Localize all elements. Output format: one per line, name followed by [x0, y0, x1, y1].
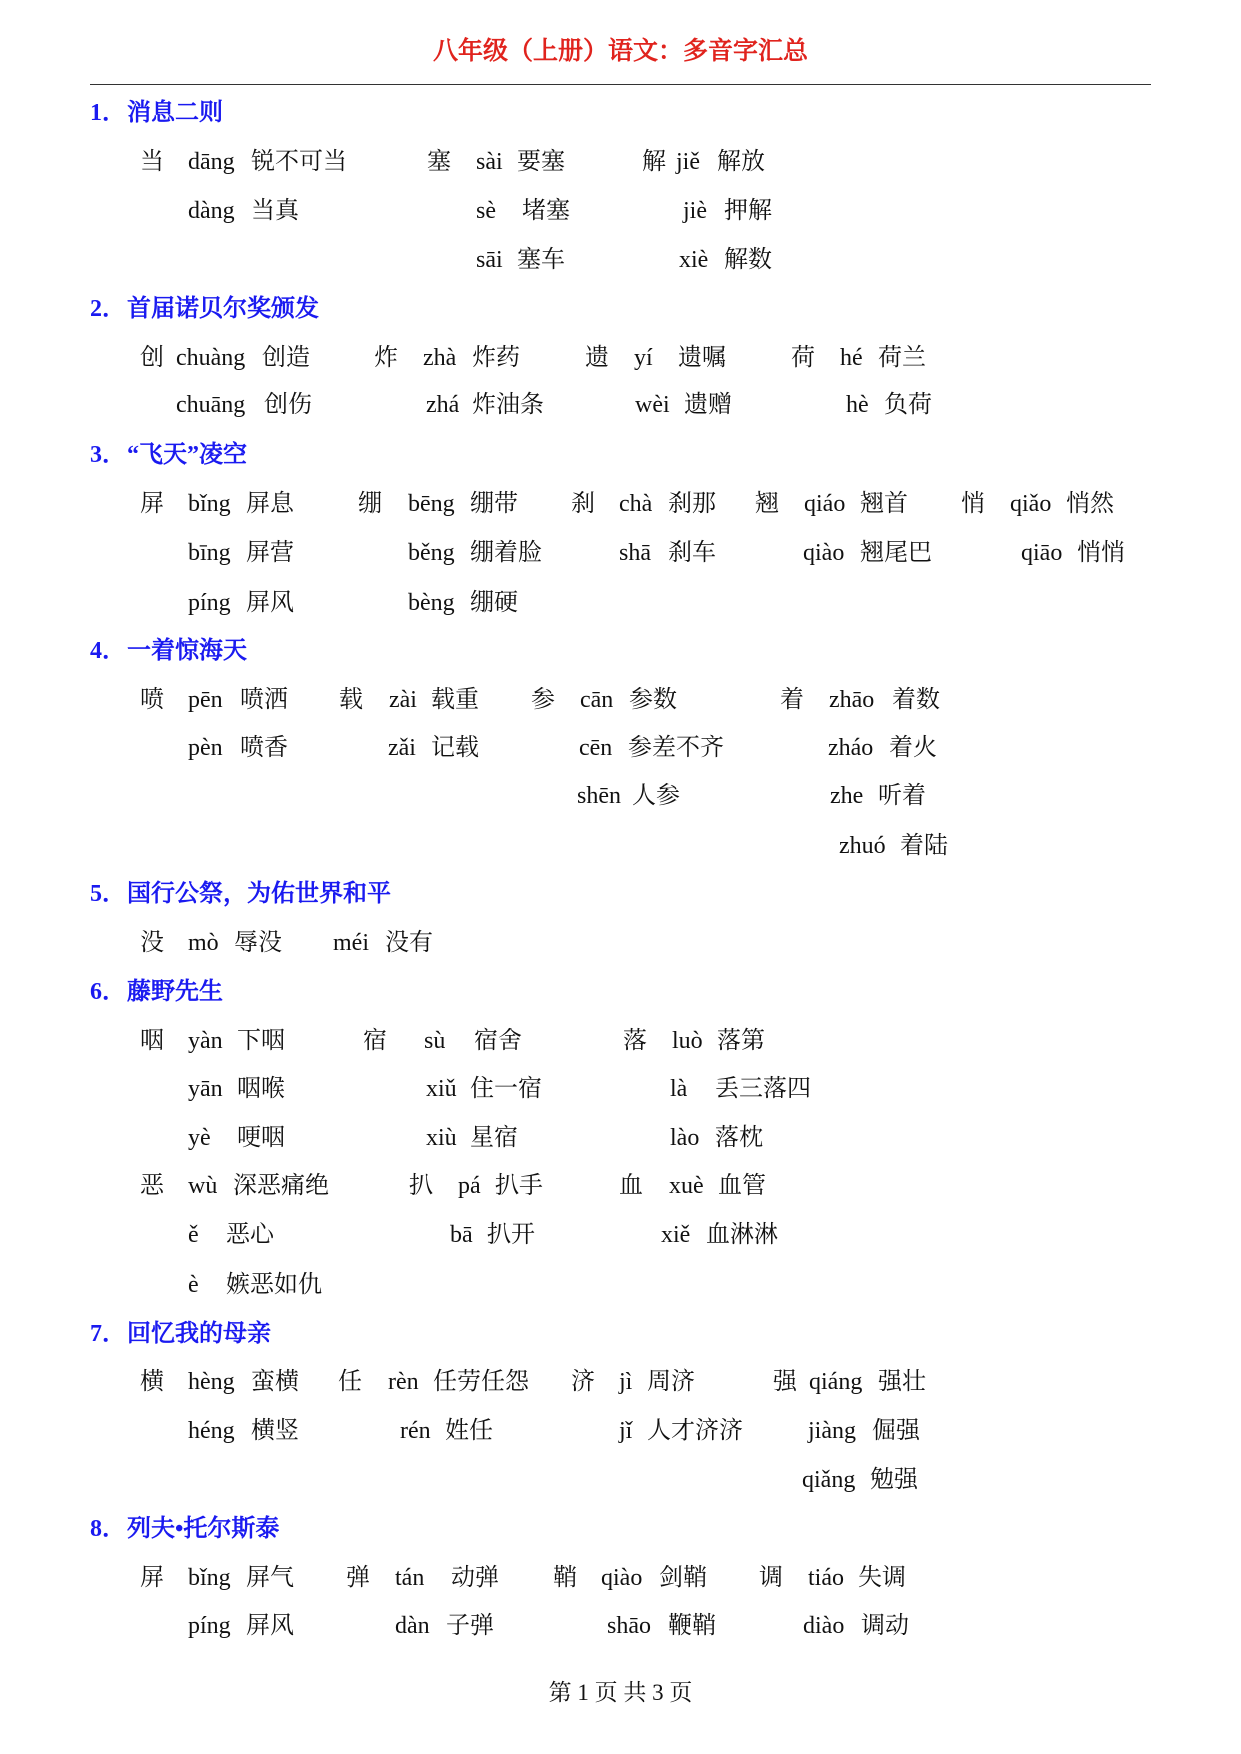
pinyin: dàn — [395, 1613, 430, 1639]
pinyin: lào — [670, 1125, 700, 1151]
example-word: 押解 — [724, 198, 772, 224]
example-word: 炸油条 — [472, 392, 544, 418]
pinyin: xiě — [661, 1222, 691, 1248]
example-word: 着陆 — [900, 833, 948, 859]
example-word: 参数 — [629, 687, 677, 713]
pinyin: dàng — [188, 198, 235, 224]
polyphone-char: 翘 — [755, 491, 779, 517]
example-word: 悄然 — [1066, 491, 1114, 517]
example-word: 翘首 — [860, 491, 908, 517]
example-word: 着数 — [892, 687, 940, 713]
pinyin: bēng — [408, 491, 455, 517]
example-word: 负荷 — [884, 392, 932, 418]
pinyin: zài — [389, 687, 417, 713]
pinyin: dāng — [188, 149, 235, 175]
section-title: 回忆我的母亲 — [127, 1321, 271, 1347]
polyphone-char: 着 — [780, 687, 804, 713]
section-heading — [0, 294, 1241, 324]
polyphone-char: 调 — [759, 1565, 783, 1591]
pinyin: qiáo — [804, 491, 846, 517]
section-number: 7． — [90, 1321, 126, 1347]
example-word: 喷洒 — [240, 687, 288, 713]
pinyin: sāi — [476, 247, 503, 273]
pinyin: rèn — [388, 1369, 419, 1395]
example-word: 剑鞘 — [659, 1565, 707, 1591]
polyphone-char: 参 — [531, 687, 555, 713]
pinyin: píng — [188, 1613, 231, 1639]
pinyin: tiáo — [808, 1565, 844, 1591]
example-word: 蛮横 — [251, 1369, 299, 1395]
example-word: 遗赠 — [684, 392, 732, 418]
section-title: 消息二则 — [127, 100, 223, 126]
section-title: 一着惊海天 — [127, 638, 247, 664]
polyphone-char: 弹 — [346, 1565, 370, 1591]
pinyin: là — [670, 1076, 688, 1102]
pinyin: běng — [408, 540, 455, 566]
pinyin: zhà — [423, 345, 457, 371]
pinyin: qiāo — [1021, 540, 1063, 566]
example-word: 咽喉 — [237, 1076, 285, 1102]
pinyin: chuàng — [176, 345, 246, 371]
pinyin: zhāo — [829, 687, 875, 713]
polyphone-char: 落 — [623, 1028, 647, 1054]
polyphone-char: 咽 — [140, 1028, 164, 1054]
pinyin: yān — [188, 1076, 223, 1102]
example-word: 屏气 — [246, 1565, 294, 1591]
pinyin: zhe — [830, 783, 864, 809]
polyphone-char: 济 — [571, 1369, 595, 1395]
polyphone-char: 载 — [339, 687, 363, 713]
pinyin: cān — [580, 687, 614, 713]
example-word: 任劳任怨 — [433, 1369, 529, 1395]
example-word: 人参 — [632, 783, 680, 809]
entry-row — [0, 831, 1241, 861]
polyphone-char: 宿 — [363, 1028, 387, 1054]
example-word: 丢三落四 — [715, 1076, 811, 1102]
pinyin: jì — [619, 1369, 633, 1395]
pinyin: jǐ — [619, 1418, 633, 1444]
pinyin: jiè — [683, 198, 707, 224]
pinyin: méi — [333, 930, 369, 956]
pinyin: diào — [803, 1613, 845, 1639]
example-word: 记载 — [431, 735, 479, 761]
example-word: 勉强 — [870, 1467, 918, 1493]
entry-row — [0, 343, 1241, 373]
entry-row — [0, 781, 1241, 811]
polyphone-char: 任 — [338, 1369, 362, 1395]
example-word: 血管 — [718, 1173, 766, 1199]
polyphone-char: 喷 — [140, 687, 164, 713]
pinyin: hé — [840, 345, 863, 371]
pinyin: mò — [188, 930, 219, 956]
pinyin: qiào — [803, 540, 845, 566]
pinyin: hè — [846, 392, 869, 418]
pinyin: zhuó — [839, 833, 886, 859]
section-title: 首届诺贝尔奖颁发 — [127, 296, 319, 322]
polyphone-char: 屏 — [140, 491, 164, 517]
example-word: 强壮 — [878, 1369, 926, 1395]
example-word: 创伤 — [264, 392, 312, 418]
example-word: 姓任 — [445, 1418, 493, 1444]
pinyin: shāo — [607, 1613, 651, 1639]
section-number: 5． — [90, 881, 126, 907]
pinyin: héng — [188, 1418, 235, 1444]
pinyin: xiù — [426, 1125, 457, 1151]
section-title: 列夫•托尔斯泰 — [127, 1516, 280, 1542]
example-word: 倔强 — [872, 1418, 920, 1444]
pinyin: è — [188, 1272, 199, 1298]
polyphone-char: 悄 — [961, 491, 985, 517]
example-word: 要塞 — [517, 149, 565, 175]
example-word: 绷着脸 — [470, 540, 542, 566]
polyphone-char: 恶 — [140, 1173, 164, 1199]
example-word: 横竖 — [251, 1418, 299, 1444]
entry-row — [0, 538, 1241, 568]
pinyin: qiáng — [809, 1369, 863, 1395]
section-heading — [0, 440, 1241, 470]
pinyin: wèi — [635, 392, 670, 418]
example-word: 落枕 — [715, 1125, 763, 1151]
entry-row — [0, 1220, 1241, 1250]
pinyin: rén — [400, 1418, 431, 1444]
example-word: 人才济济 — [647, 1418, 743, 1444]
example-word: 血淋淋 — [706, 1222, 778, 1248]
pinyin: xiè — [679, 247, 709, 273]
example-word: 塞车 — [517, 247, 565, 273]
page-title: 八年级（上册）语文：多音字汇总 — [432, 38, 808, 65]
example-word: 解数 — [724, 247, 772, 273]
polyphone-char: 当 — [140, 149, 164, 175]
example-word: 屏风 — [246, 1613, 294, 1639]
pinyin: hèng — [188, 1369, 235, 1395]
example-word: 恶心 — [226, 1222, 274, 1248]
pinyin: yè — [188, 1125, 211, 1151]
polyphone-char: 横 — [140, 1369, 164, 1395]
pinyin: píng — [188, 590, 231, 616]
pinyin: sè — [476, 198, 496, 224]
polyphone-char: 血 — [619, 1173, 643, 1199]
polyphone-char: 解 — [642, 149, 666, 175]
example-word: 扒开 — [487, 1222, 535, 1248]
pinyin: jiàng — [808, 1418, 856, 1444]
example-word: 子弹 — [446, 1613, 494, 1639]
section-number: 3． — [90, 442, 126, 468]
page-footer: 第 1 页 共 3 页 — [548, 1680, 693, 1705]
example-word: 调动 — [861, 1613, 909, 1639]
pinyin: bīng — [188, 540, 231, 566]
entry-row — [0, 1465, 1241, 1495]
section-number: 6． — [90, 979, 126, 1005]
section-heading — [0, 1514, 1241, 1544]
entry-row — [0, 1270, 1241, 1300]
example-word: 屏营 — [246, 540, 294, 566]
example-word: 解放 — [717, 149, 765, 175]
example-word: 听着 — [878, 783, 926, 809]
section-number: 4． — [90, 638, 126, 664]
example-word: 刹车 — [668, 540, 716, 566]
entry-row — [0, 1611, 1241, 1641]
example-word: 当真 — [251, 198, 299, 224]
entry-row — [0, 196, 1241, 226]
example-word: 鞭鞘 — [668, 1613, 716, 1639]
polyphone-char: 刹 — [571, 491, 595, 517]
example-word: 参差不齐 — [628, 735, 724, 761]
entry-row — [0, 588, 1241, 618]
pinyin: sù — [424, 1028, 446, 1054]
entry-row — [0, 1367, 1241, 1397]
pinyin: bèng — [408, 590, 455, 616]
entry-row — [0, 1416, 1241, 1446]
example-word: 星宿 — [470, 1125, 518, 1151]
entry-row — [0, 928, 1241, 958]
example-word: 刹那 — [668, 491, 716, 517]
entry-row — [0, 685, 1241, 715]
entry-row — [0, 733, 1241, 763]
pinyin: luò — [672, 1028, 703, 1054]
pinyin: qiào — [601, 1565, 643, 1591]
example-word: 遗嘱 — [678, 345, 726, 371]
pinyin: bǐng — [188, 1565, 231, 1591]
pinyin: pèn — [188, 735, 223, 761]
entry-row — [0, 489, 1241, 519]
example-word: 没有 — [385, 930, 433, 956]
pinyin: jiě — [676, 149, 700, 175]
section-number: 8． — [90, 1516, 126, 1542]
entry-row — [0, 390, 1241, 420]
entry-row — [0, 147, 1241, 177]
pinyin: wù — [188, 1173, 218, 1199]
example-word: 深恶痛绝 — [233, 1173, 329, 1199]
entry-row — [0, 1074, 1241, 1104]
polyphone-char: 绷 — [358, 491, 382, 517]
example-word: 扒手 — [495, 1173, 543, 1199]
example-word: 下咽 — [237, 1028, 285, 1054]
example-word: 辱没 — [234, 930, 282, 956]
section-number: 1． — [90, 100, 126, 126]
pinyin: shēn — [577, 783, 621, 809]
pinyin: bǐng — [188, 491, 231, 517]
example-word: 住一宿 — [470, 1076, 542, 1102]
title-rule — [90, 84, 1151, 85]
example-word: 落第 — [717, 1028, 765, 1054]
section-heading — [0, 879, 1241, 909]
section-heading — [0, 977, 1241, 1007]
polyphone-char: 鞘 — [553, 1565, 577, 1591]
pinyin: zháo — [828, 735, 874, 761]
entry-row — [0, 245, 1241, 275]
polyphone-char: 炸 — [374, 345, 398, 371]
pinyin: chà — [619, 491, 653, 517]
entry-row — [0, 1171, 1241, 1201]
pinyin: chuāng — [176, 392, 246, 418]
polyphone-char: 塞 — [427, 149, 451, 175]
pinyin: qiǎo — [1010, 491, 1052, 517]
entry-row — [0, 1123, 1241, 1153]
polyphone-char: 屏 — [140, 1565, 164, 1591]
pinyin: ě — [188, 1222, 199, 1248]
entry-row — [0, 1563, 1241, 1593]
example-word: 绷硬 — [470, 590, 518, 616]
example-word: 周济 — [647, 1369, 695, 1395]
example-word: 宿舍 — [474, 1028, 522, 1054]
polyphone-char: 荷 — [791, 345, 815, 371]
section-heading — [0, 636, 1241, 666]
pinyin: xuè — [669, 1173, 704, 1199]
example-word: 失调 — [858, 1565, 906, 1591]
section-title: 藤野先生 — [127, 979, 223, 1005]
pinyin: yàn — [188, 1028, 223, 1054]
pinyin: zǎi — [388, 735, 416, 761]
pinyin: qiǎng — [802, 1467, 856, 1493]
polyphone-char: 创 — [140, 345, 164, 371]
example-word: 嫉恶如仇 — [226, 1272, 322, 1298]
example-word: 绷带 — [470, 491, 518, 517]
polyphone-char: 没 — [140, 930, 164, 956]
section-heading — [0, 98, 1241, 128]
entry-row — [0, 1026, 1241, 1056]
example-word: 堵塞 — [522, 198, 570, 224]
pinyin: bā — [450, 1222, 473, 1248]
pinyin: cēn — [579, 735, 613, 761]
pinyin: sài — [476, 149, 503, 175]
pinyin: zhá — [426, 392, 460, 418]
example-word: 锐不可当 — [251, 149, 347, 175]
example-word: 着火 — [889, 735, 937, 761]
section-number: 2． — [90, 296, 126, 322]
pinyin: shā — [619, 540, 651, 566]
polyphone-char: 遗 — [585, 345, 609, 371]
section-title: “飞天”凌空 — [127, 442, 247, 468]
example-word: 悄悄 — [1077, 540, 1125, 566]
example-word: 翘尾巴 — [860, 540, 932, 566]
example-word: 创造 — [262, 345, 310, 371]
polyphone-char: 强 — [773, 1369, 797, 1395]
example-word: 屏风 — [246, 590, 294, 616]
example-word: 炸药 — [472, 345, 520, 371]
example-word: 喷香 — [240, 735, 288, 761]
polyphone-char: 扒 — [409, 1173, 433, 1199]
pinyin: pēn — [188, 687, 223, 713]
section-title: 国行公祭，为佑世界和平 — [127, 881, 391, 907]
pinyin: xiǔ — [426, 1076, 457, 1102]
example-word: 载重 — [431, 687, 479, 713]
example-word: 动弹 — [451, 1565, 499, 1591]
example-word: 屏息 — [246, 491, 294, 517]
example-word: 荷兰 — [878, 345, 926, 371]
pinyin: tán — [395, 1565, 425, 1591]
example-word: 哽咽 — [237, 1125, 285, 1151]
pinyin: yí — [634, 345, 653, 371]
section-heading — [0, 1319, 1241, 1349]
pinyin: pá — [458, 1173, 481, 1199]
